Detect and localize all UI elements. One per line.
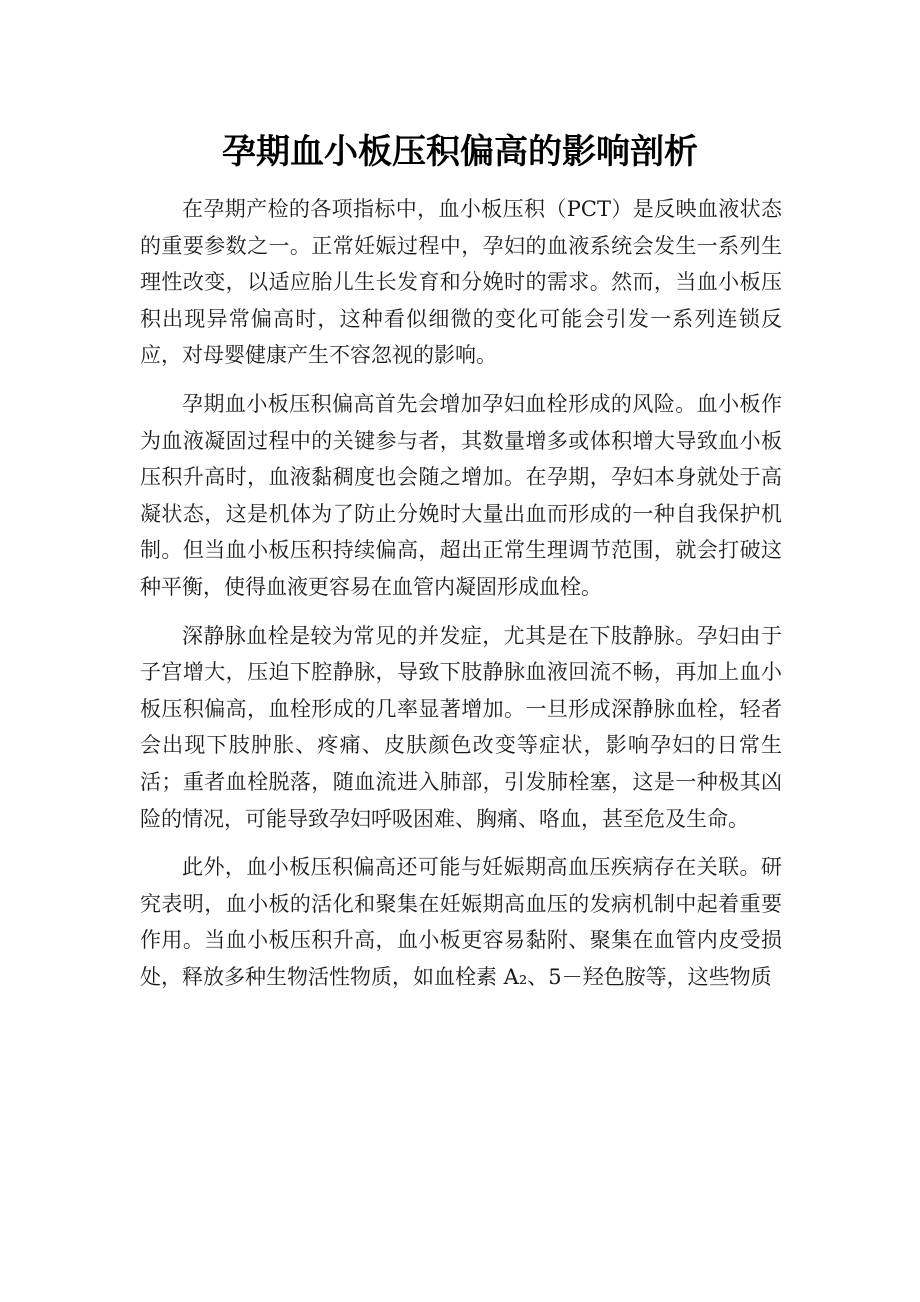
document-body [140,191,782,1007]
paragraph-3: 深静脉血栓是较为常见的并发症，尤其是在下肢静脉。孕妇由于子宫增大，压迫下腔静脉，导致下肢静脉血液回流不畅，再加上血小板压积偏高，血栓形成的几率显著增加。一旦形成深静脉血栓，轻者会出现下肢肿胀、疼痛、皮肤颜色改变等症状，影响孕妇的日常生活；重者血栓脱落，随血流进入肺部，引发肺栓塞，这是一种极其凶险的情况，可能导致孕妇呼吸困难、胸痛、咯血，甚至危及生命。 [140,623,782,831]
paragraph-4: 此外，血小板压积偏高还可能与妊娠期高血压疾病存在关联。研究表明，血小板的活化和聚集在妊娠期高血压的发病机制中起着重要作用。当血小板压积升高，血小板更容易黏附、聚集在血管内皮受损处，释放多种生物活性物质，如血栓素 A₂、5－羟色胺等，这些物质 [140,855,782,989]
paragraph-1: 在孕期产检的各项指标中，血小板压积（PCT）是反映血液状态的重要参数之一。正常妊娠过程中，孕妇的血液系统会发生一系列生理性改变，以适应胎儿生长发育和分娩时的需求。然而，当血小板压积出现异常偏高时，这种看似细微的变化可能会引发一系列连锁反应，对母婴健康产生不容忽视的影响。 [140,197,782,368]
paragraph-2: 孕期血小板压积偏高首先会增加孕妇血栓形成的风险。血小板作为血液凝固过程中的关键参与者，其数量增多或体积增大导致血小板压积升高时，血液黏稠度也会随之增加。在孕期，孕妇本身就处于高凝状态，这是机体为了防止分娩时大量出血而形成的一种自我保护机制。但当血小板压积持续偏高，超出正常生理调节范围，就会打破这种平衡，使得血液更容易在血管内凝固形成血栓。 [140,391,782,599]
document-title: 孕期血小板压积偏高的影响剖析 [222,132,698,172]
